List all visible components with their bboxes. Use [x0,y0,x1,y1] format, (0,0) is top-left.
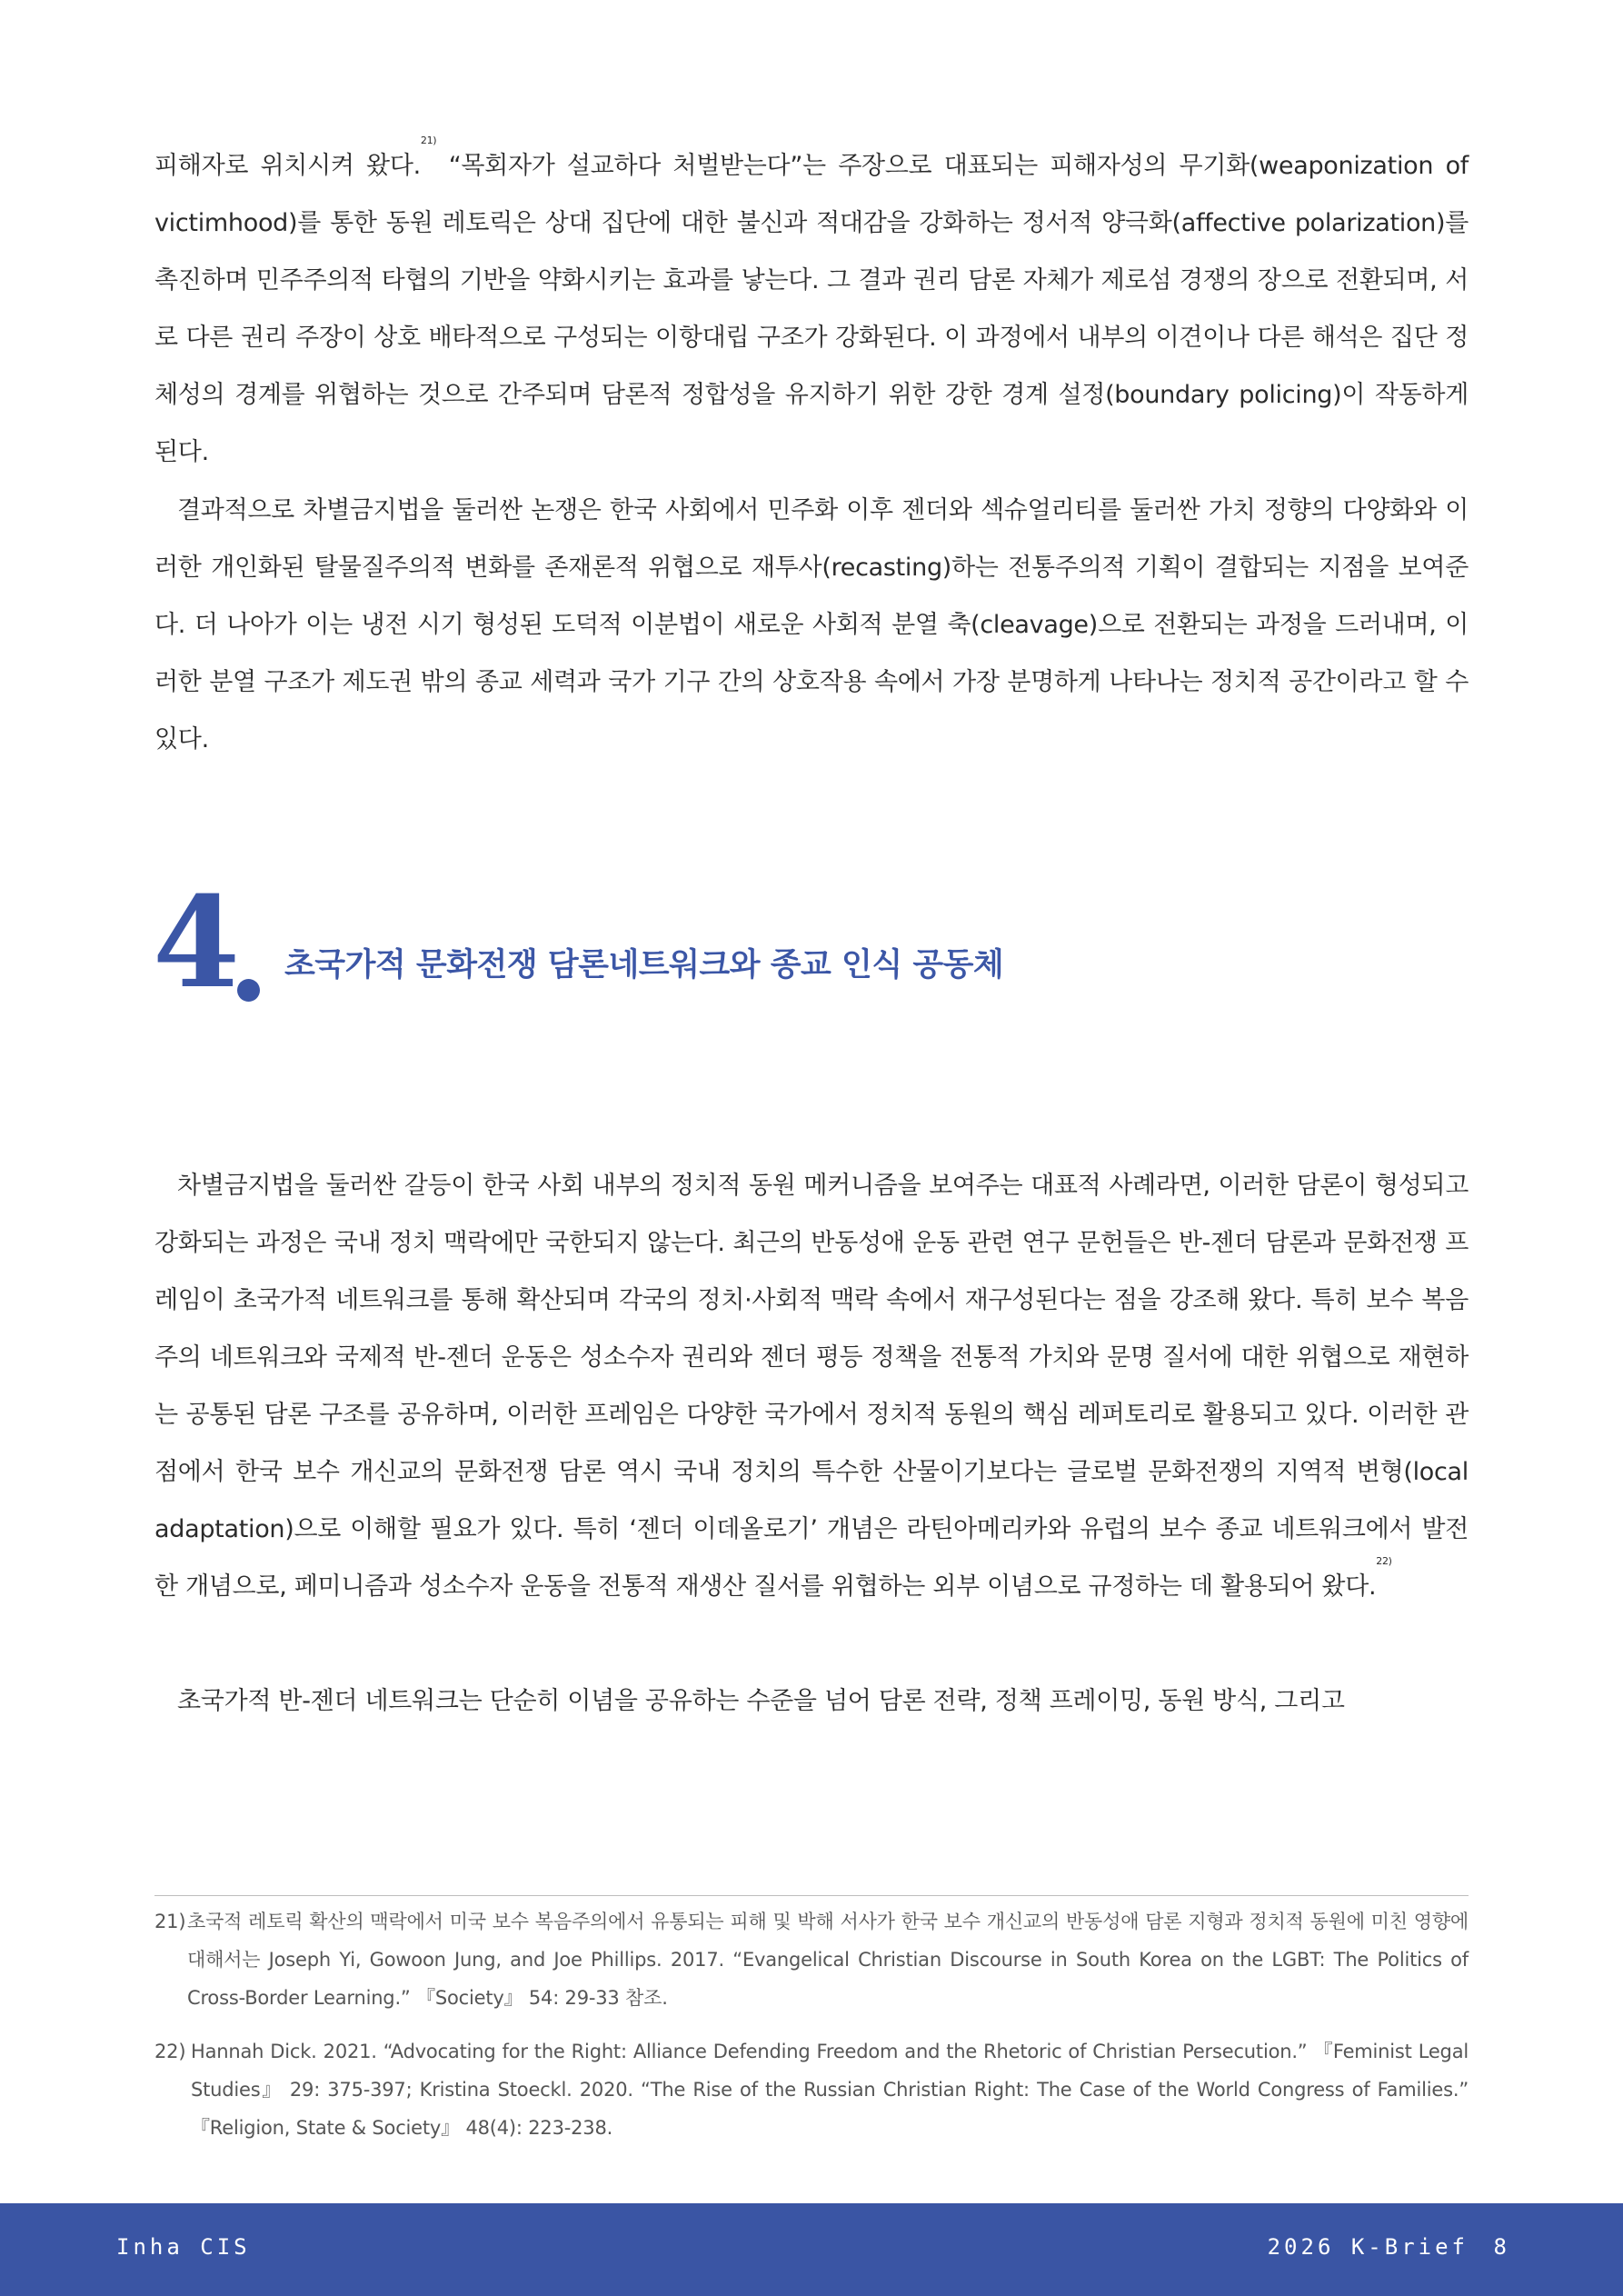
footer-publication: 2026 K-Brief [1267,2234,1469,2260]
paragraph-text: “목회자가 설교하다 처벌받는다”는 주장으로 대표되는 피해자성의 무기화(weaponization of victimhood)를 통한 동원 레토릭은 상대 집단에 대한 불신과 적대감을 강화하는 정서적 양극화(affective polarization)를 촉진하며 민주주의적 타협의 기반을 약화시키는 효과를 낳는다. 그 결과 권리 담론 자체가 제로섬 경쟁의 장으로 전환되며, 서로 다른 권리 주장이 상호 배타적으로 구성되는 이항대립 구조가 강화된다. 이 과정에서 내부의 이견이나 다른 해석은 집단 정체성의 경계를 위협하는 것으로 간주되며 담론적 정합성을 유지하기 위한 강한 경계 설정(boundary policing)이 작동하게 된다. [154,152,1469,466]
paragraph-text: 차별금지법을 둘러싼 갈등이 한국 사회 내부의 정치적 동원 메커니즘을 보여주는 대표적 사례라면, 이러한 담론이 형성되고 강화되는 과정은 국내 정치 맥락에만 국한되지 않는다. 최근의 반동성애 운동 관련 연구 문헌들은 반-젠더 담론과 문화전쟁 프레임이 초국가적 네트워크를 통해 확산되며 각국의 정치·사회적 맥락 속에서 재구성된다는 점을 강조해 왔다. 특히 보수 복음주의 네트워크와 국제적 반-젠더 운동은 성소수자 권리와 젠더 평등 정책을 전통적 가치와 문명 질서에 대한 위협으로 재현하는 공통된 담론 구조를 공유하며, 이러한 프레임은 다양한 국가에서 정치적 동원의 핵심 레퍼토리로 활용되고 있다. 이러한 관점에서 한국 보수 개신교의 문화전쟁 담론 역시 국내 정치의 특수한 산물이기보다는 글로벌 문화전쟁의 지역적 변형(local adaptation)으로 이해할 필요가 있다. 특히 ‘젠더 이데올로기’ 개념은 라틴아메리카와 유럽의 보수 종교 네트워크에서 발전한 개념으로, 페미니즘과 성소수자 운동을 전통적 재생산 질서를 위협하는 외부 이념으로 규정하는 데 활용되어 왔다. [154,1172,1469,1601]
section-number: 4 [153,868,237,1016]
paragraph-text: 결과적으로 차별금지법을 둘러싼 논쟁은 한국 사회에서 민주화 이후 젠더와 섹슈얼리티를 둘러싼 가치 정향의 다양화와 이러한 개인화된 탈물질주의적 변화를 존재론적 위협으로 재투사(recasting)하는 전통주의적 기획이 결합되는 지점을 보여준다. 더 나아가 이는 냉전 시기 형성된 도덕적 이분법이 새로운 사회적 분열 축(cleavage)으로 전환되는 과정을 드러내며, 이러한 분열 구조가 제도권 밖의 종교 세력과 국가 기구 간의 상호작용 속에서 가장 분명하게 나타나는 정치적 공간이라고 할 수 있다. [154,496,1469,754]
footnote-mark: 21) [154,1911,186,1932]
footnote-text: Hannah Dick. 2021. “Advocating for the Right: Alliance Defending Freedom and the Rhetoric of Christian Persecution.” 『Feminist Legal Studies』 29: 375-397; Kristina Stoeckl. 2020. “The Rise of the Russian Christian Right: The Case of the World Congress of Families.” 『Religion, State & Society』 48(4): 223-238. [191,2041,1469,2139]
footnote-22 [154,2032,1469,2147]
footnote-21 [154,1902,1469,2017]
body-paragraph-1 [154,137,1469,481]
footnote-divider [154,1895,1469,1896]
page-footer [0,2203,1623,2296]
page-number: 8 [1493,2234,1507,2260]
footnote-ref-21[interactable]: 21) [420,135,437,146]
footnote-text: 초국적 레토릭 확산의 맥락에서 미국 보수 복음주의에서 유통되는 피해 및 박해 서사가 한국 보수 개신교의 반동성애 담론 지형과 정치적 동원에 미친 영향에 대해서는 Joseph Yi, Gowoon Jung, and Joe Phillips. 2017. “Evangelical Christian Discourse in South Korea on the LGBT: The Politics of Cross-Border Learning.” 『Society』 54: 29-33 참조. [187,1911,1469,2009]
footnote-mark: 22) [154,2041,186,2062]
body-paragraph-4 [154,1672,1469,1730]
footer-publisher: Inha CIS [116,2234,251,2260]
footnote-ref-22[interactable]: 22) [1376,1555,1392,1567]
paragraph-text: 피해자로 위치시켜 왔다. [154,152,421,180]
body-paragraph-3 [154,1157,1469,1615]
body-paragraph-2 [154,482,1469,768]
paragraph-text: 초국가적 반-젠더 네트워크는 단순히 이념을 공유하는 수준을 넘어 담론 전략, 정책 프레이밍, 동원 방식, 그리고 [177,1687,1345,1715]
section-number-dot [237,979,260,1002]
section-title: 초국가적 문화전쟁 담론네트워크와 종교 인식 공동체 [284,947,1004,983]
